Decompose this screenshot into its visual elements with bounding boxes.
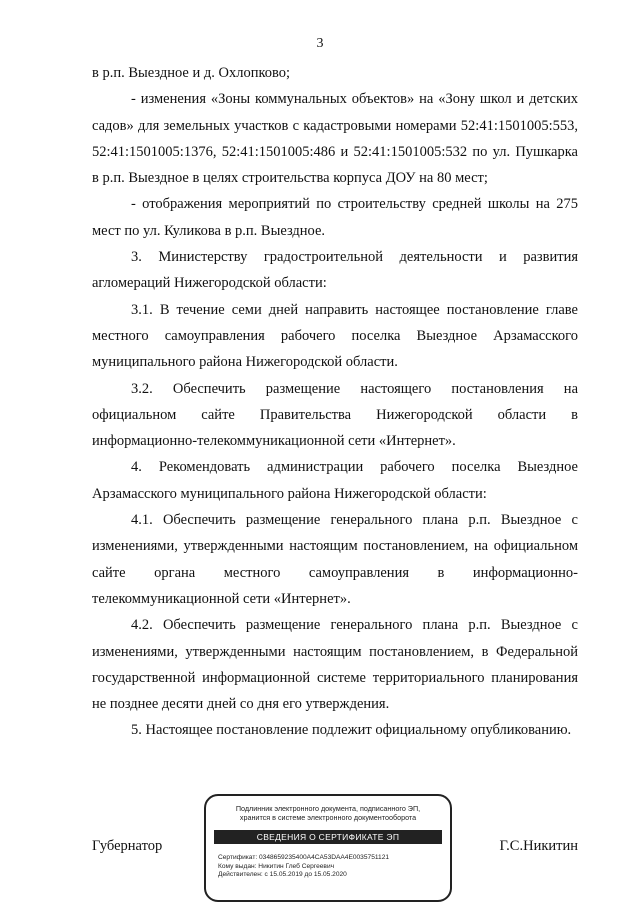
paragraph: 3. Министерству градостроительной деятельности и развития агломераций Нижегородской области: bbox=[92, 249, 578, 292]
paragraph: - изменения «Зоны коммунальных объектов» на «Зону школ и детских садов» для земельных участков с кадастровыми номерами 52:41:1501005:553, 52:41:1501005:1376, 52:41:1501005:486 и 52:41:1501005:532 по ул. Пушкарка в р.п. Выездное в целях строительства корпуса ДОУ на 80 мест; bbox=[92, 91, 578, 187]
stamp-certificate: Сертификат: 0348659235400A4CA53DAA4E0035751121 bbox=[218, 854, 390, 861]
signer-name: Г.С.Никитин bbox=[499, 838, 578, 854]
stamp-note-line: хранится в системе электронного документооборота bbox=[239, 813, 417, 822]
paragraph: 4. Рекомендовать администрации рабочего поселка Выездное Арзамасского муниципального района Нижегородской области: bbox=[92, 459, 578, 502]
electronic-signature-stamp bbox=[204, 794, 452, 902]
paragraph: 4.2. Обеспечить размещение генерального плана р.п. Выездное с изменениями, утвержденными настоящим постановлением, в Федеральной государственной информационной системе территориального планирования не позднее десяти дней со дня его утверждения. bbox=[92, 617, 578, 713]
stamp-issued-to: Кому выдан: Никитин Глеб Сергеевич bbox=[218, 862, 335, 870]
paragraph: в р.п. Выездное и д. Охлопково; bbox=[92, 65, 291, 81]
paragraph: - отображения мероприятий по строительству средней школы на 275 мест по ул. Куликова в р.п. Выездное. bbox=[92, 196, 578, 239]
paragraph: 4.1. Обеспечить размещение генерального плана р.п. Выездное с изменениями, утвержденными настоящим постановлением, на официальном сайте органа местного самоуправления в информационно-телекоммуникационной сети «Интернет». bbox=[92, 512, 578, 607]
document-body bbox=[92, 60, 578, 744]
stamp-validity: Действителен: с 15.05.2019 до 15.05.2020 bbox=[218, 871, 347, 879]
stamp-banner: СВЕДЕНИЯ О СЕРТИФИКАТЕ ЭП bbox=[214, 830, 442, 844]
stamp-details bbox=[218, 854, 450, 880]
stamp-note bbox=[206, 804, 450, 822]
paragraph: 3.2. Обеспечить размещение настоящего постановления на официальном сайте Правительства Нижегородской области в информационно-телекоммуникационной сети «Интернет». bbox=[92, 380, 578, 450]
paragraph: 5. Настоящее постановление подлежит официальному опубликованию. bbox=[131, 722, 572, 739]
stamp-note-line: Подлинник электронного документа, подписанного ЭП, bbox=[235, 804, 421, 813]
signer-title: Губернатор bbox=[92, 838, 163, 854]
page-number: 3 bbox=[316, 36, 324, 51]
paragraph: 3.1. В течение семи дней направить настоящее постановление главе местного самоуправления рабочего поселка Выездное Арзамасского муниципального района Нижегородской области. bbox=[92, 301, 578, 371]
